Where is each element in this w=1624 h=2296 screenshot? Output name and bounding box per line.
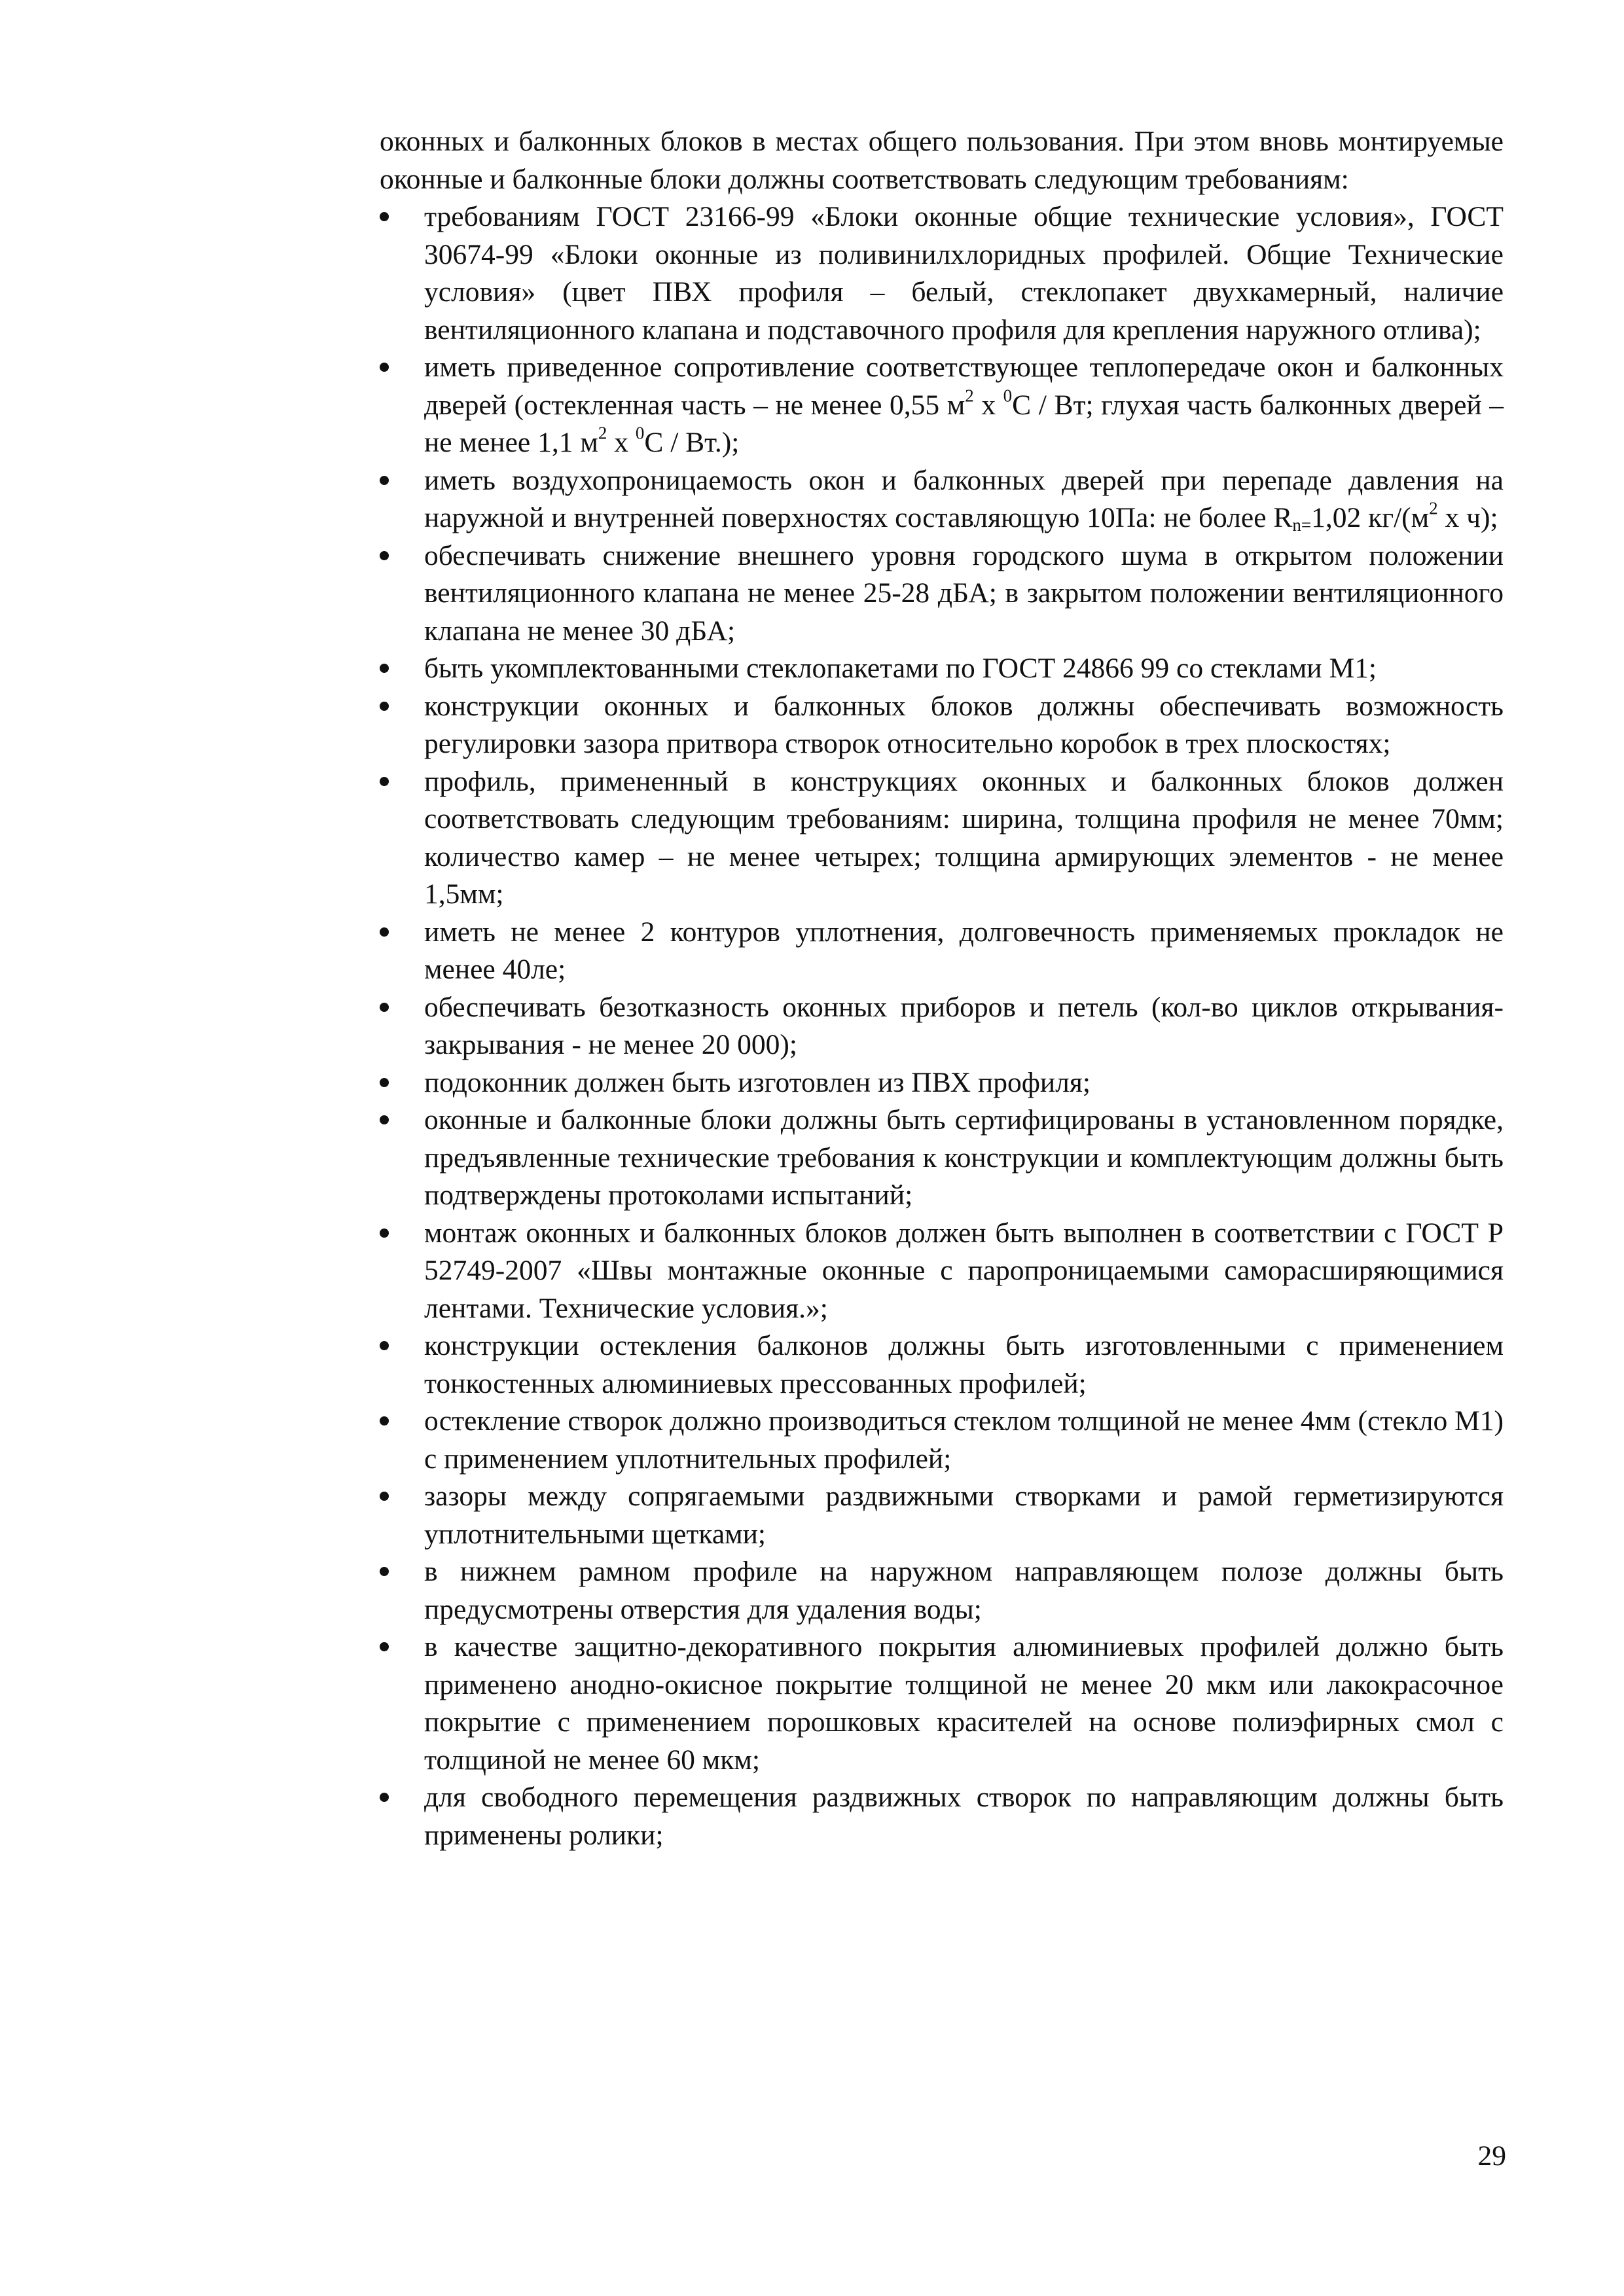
requirements-list [380, 198, 1504, 1854]
list-item: требованиям ГОСТ 23166-99 «Блоки оконные общие технические условия», ГОСТ 30674-99 «Блоки оконные из поливинилхлоридных профилей. Общие Технические условия» (цвет ПВХ профиля – белый, стеклопакет двухкамерный, наличие вентиляционного клапана и подставочного профиля для крепления наружного отлива); [380, 198, 1504, 349]
bullet-icon [380, 1416, 389, 1426]
bullet-icon [380, 476, 389, 485]
list-item: иметь не менее 2 контуров уплотнения, долговечность применяемых прокладок не менее 40ле; [380, 914, 1504, 989]
list-item: монтаж оконных и балконных блоков должен быть выполнен в соответствии с ГОСТ Р 52749-2007 «Швы монтажные оконные с паропроницаемыми саморасширяющимися лентами. Технические условия.»; [380, 1215, 1504, 1328]
list-item: зазоры между сопрягаемыми раздвижными створками и рамой герметизируются уплотнительными щетками; [380, 1478, 1504, 1553]
bullet-icon [380, 1003, 389, 1012]
list-item: иметь воздухопроницаемость окон и балконных дверей при перепаде давления на наружной и внутренней поверхностях составляющую 10Па: не более $R_{n=}1,02$ $кг/(м^2$ х ч); [380, 462, 1504, 537]
bullet-icon [380, 1115, 389, 1124]
bullet-icon [380, 702, 389, 711]
bullet-icon [380, 551, 389, 560]
bullet-icon [380, 363, 389, 372]
bullet-icon [380, 1492, 389, 1501]
page-number: 29 [1477, 2140, 1506, 2172]
list-item: в качестве защитно-декоративного покрытия алюминиевых профилей должно быть применено анодно-окисное покрытие толщиной не менее 20 мкм или лакокрасочное покрытие с применением порошковых красителей на основе полиэфирных смол с толщиной не менее 60 мкм; [380, 1628, 1504, 1779]
list-item: конструкции оконных и балконных блоков должны обеспечивать возможность регулировки зазора притвора створок относительно коробок в трех плоскостях; [380, 688, 1504, 763]
bullet-icon [380, 1341, 389, 1350]
list-item: иметь приведенное сопротивление соответствующее теплопередаче окон и балконных дверей (остекленная часть – не менее 0,55 $м^2$ х $^0$С / Вт; глухая часть балконных дверей – не менее 1,1 $м^2$ х $^0$С / Вт.); [380, 349, 1504, 462]
list-item: обеспечивать безотказность оконных приборов и петель (кол-во циклов открывания-закрывания - не менее 20 000); [380, 989, 1504, 1064]
bullet-icon [380, 927, 389, 937]
bullet-icon [380, 664, 389, 673]
list-item: для свободного перемещения раздвижных створок по направляющим должны быть применены ролики; [380, 1779, 1504, 1854]
bullet-icon [380, 1793, 389, 1802]
list-item: обеспечивать снижение внешнего уровня городского шума в открытом положении вентиляционного клапана не менее 25-28 дБА; в закрытом положении вентиляционного клапана не менее 30 дБА; [380, 537, 1504, 651]
bullet-icon [380, 1642, 389, 1651]
list-item: быть укомплектованными стеклопакетами по ГОСТ 24866 99 со стеклами М1; [380, 650, 1504, 688]
list-item: подоконник должен быть изготовлен из ПВХ профиля; [380, 1064, 1504, 1102]
list-item: конструкции остекления балконов должны быть изготовленными с применением тонкостенных алюминиевых прессованных профилей; [380, 1327, 1504, 1403]
bullet-icon [380, 1078, 389, 1087]
bullet-icon [380, 1229, 389, 1238]
bullet-icon [380, 1567, 389, 1576]
list-item: в нижнем рамном профиле на наружном направляющем полозе должны быть предусмотрены отверстия для удаления воды; [380, 1553, 1504, 1628]
intro-paragraph: оконных и балконных блоков в местах общего пользования. При этом вновь монтируемые оконные и балконные блоки должны соответствовать следующим требованиям: [380, 126, 1504, 195]
body-text [380, 123, 1504, 1854]
bullet-icon [380, 777, 389, 786]
list-item: оконные и балконные блоки должны быть сертифицированы в установленном порядке, предъявленные технические требования к конструкции и комплектующим должны быть подтверждены протоколами испытаний; [380, 1102, 1504, 1215]
list-item: остекление створок должно производиться стеклом толщиной не менее 4мм (стекло М1) с применением уплотнительных профилей; [380, 1403, 1504, 1478]
list-item: профиль, примененный в конструкциях оконных и балконных блоков должен соответствовать следующим требованиям: ширина, толщина профиля не менее 70мм; количество камер – не менее четырех; толщина армирующих элементов - не менее 1,5мм; [380, 763, 1504, 914]
bullet-icon [380, 212, 389, 221]
